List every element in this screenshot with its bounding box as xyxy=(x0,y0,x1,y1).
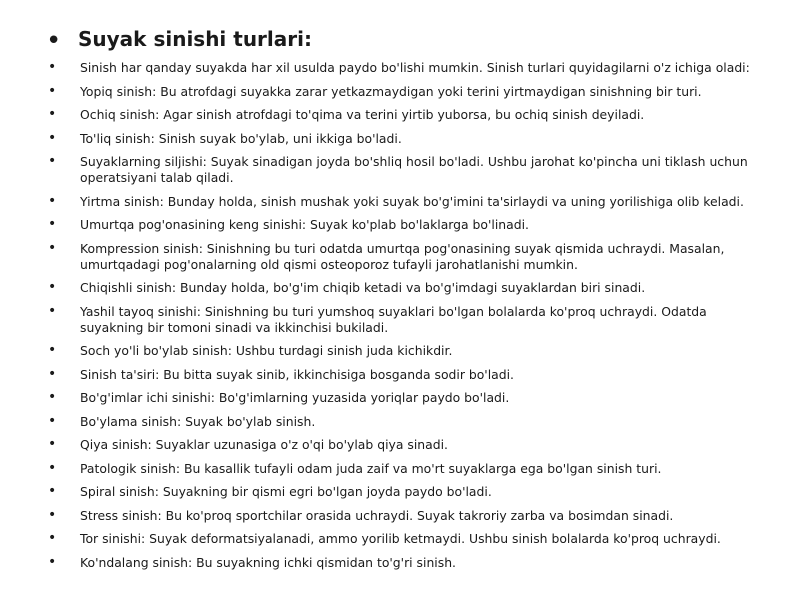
list-item xyxy=(46,131,770,147)
bullet-icon: • xyxy=(48,129,57,146)
list-item xyxy=(46,280,770,296)
list-item xyxy=(46,154,770,186)
bullet-icon: • xyxy=(48,342,57,358)
list-item xyxy=(46,217,770,233)
list-item xyxy=(46,84,770,100)
list-item-text: Yashil tayoq sinishi: Sinishning bu turi yumshoq suyaklari bo'lgan bolalarda ko'proq uchraydi. Odatda suyakning bir tomoni sinadi va ikkinchisi bukiladi. xyxy=(80,303,707,335)
list-item-text: Soch yo'li bo'ylab sinish: Ushbu turdagi sinish juda kichikdir. xyxy=(80,343,453,358)
list-item-text: Qiya sinish: Suyaklar uzunasiga o'z o'qi bo'ylab qiya sinadi. xyxy=(80,437,448,452)
bullet-icon: • xyxy=(48,302,57,319)
list-item-text: Tor sinishi: Suyak deformatsiyalanadi, ammo yorilib ketmaydi. Ushbu sinish bolalarda ko'proq uchraydi. xyxy=(80,531,721,546)
list-item xyxy=(46,390,770,406)
list-item-text: Yopiq sinish: Bu atrofdagi suyakka zarar yetkazmaydigan yoki terini yirtmaydigan sinishning bir turi. xyxy=(80,83,702,99)
bullet-list xyxy=(46,60,770,571)
list-item-text: Spiral sinish: Suyakning bir qismi egri bo'lgan joyda paydo bo'ladi. xyxy=(80,484,492,499)
bullet-icon: • xyxy=(48,192,57,209)
bullet-icon: • xyxy=(48,506,57,523)
list-item xyxy=(46,484,770,500)
list-item xyxy=(46,60,770,76)
bullet-icon: • xyxy=(48,412,57,429)
list-item-text: Suyaklarning siljishi: Suyak sinadigan joyda bo'shliq hosil bo'ladi. Ushbu jarohat ko'pincha uni tiklash uchun operatsiyani talab qiladi. xyxy=(80,154,748,185)
list-item-text: Ochiq sinish: Agar sinish atrofdagi to'qima va terini yirtib yuborsa, bu ochiq sinish deyiladi. xyxy=(80,107,645,122)
bullet-icon: • xyxy=(48,59,57,75)
list-item xyxy=(46,304,770,336)
list-item-text: Bo'ylama sinish: Suyak bo'ylab sinish. xyxy=(80,413,316,429)
list-item-text: Ko'ndalang sinish: Bu suyakning ichki qismidan to'g'ri sinish. xyxy=(80,554,456,570)
list-item xyxy=(46,107,770,123)
list-item xyxy=(46,508,770,524)
title-row xyxy=(46,26,770,54)
bullet-icon: • xyxy=(48,530,57,546)
bullet-icon: • xyxy=(48,389,57,405)
list-item xyxy=(46,461,770,477)
list-item-text: Umurtqa pog'onasining keng sinishi: Suyak ko'plab bo'laklarga bo'linadi. xyxy=(80,217,529,232)
bullet-icon: • xyxy=(48,436,57,452)
list-item-text: Sinish ta'siri: Bu bitta suyak sinib, ikkinchisiga bosganda sodir bo'ladi. xyxy=(80,366,514,382)
bullet-icon: • xyxy=(48,153,57,169)
list-item-text: To'liq sinish: Sinish suyak bo'ylab, uni ikkiga bo'ladi. xyxy=(80,130,402,146)
bullet-icon: • xyxy=(46,26,62,56)
list-item xyxy=(46,531,770,547)
bullet-icon: • xyxy=(48,365,57,382)
list-item xyxy=(46,414,770,430)
list-item-text: Stress sinish: Bu ko'proq sportchilar orasida uchraydi. Suyak takroriy zarba va bosimdan sinadi. xyxy=(80,507,674,523)
list-item xyxy=(46,367,770,383)
list-item xyxy=(46,241,770,273)
bullet-icon: • xyxy=(48,82,57,99)
bullet-icon: • xyxy=(48,216,57,232)
bullet-icon: • xyxy=(48,106,57,122)
list-item-text: Yirtma sinish: Bunday holda, sinish mushak yoki suyak bo'g'imini ta'sirlaydi va uning yorilishiga olib keladi. xyxy=(80,193,744,209)
list-item xyxy=(46,343,770,359)
bullet-icon: • xyxy=(48,239,57,256)
list-item-text: Bo'g'imlar ichi sinishi: Bo'g'imlarning yuzasida yoriqlar paydo bo'ladi. xyxy=(80,390,510,405)
list-item-text: Kompression sinish: Sinishning bu turi odatda umurtqa pog'onasining suyak qismida uchraydi. Masalan, umurtqadagi pog'onalarning old qismi osteoporoz tufayli jarohatlanishi mumkin. xyxy=(80,240,725,272)
bullet-icon: • xyxy=(48,279,57,295)
list-item xyxy=(46,437,770,453)
list-item-text: Patologik sinish: Bu kasallik tufayli odam juda zaif va mo'rt suyaklarga ega bo'lgan sinish turi. xyxy=(80,460,662,476)
list-item xyxy=(46,555,770,571)
bullet-icon: • xyxy=(48,459,57,476)
list-item-text: Sinish har qanday suyakda har xil usulda paydo bo'lishi mumkin. Sinish turlari quyidagilarni o'z ichiga oladi: xyxy=(80,60,750,75)
slide-title: Suyak sinishi turlari: xyxy=(78,27,312,51)
list-item-text: Chiqishli sinish: Bunday holda, bo'g'im chiqib ketadi va bo'g'imdagi suyaklardan biri sinadi. xyxy=(80,280,646,295)
bullet-icon: • xyxy=(48,483,57,499)
list-item xyxy=(46,194,770,210)
bullet-icon: • xyxy=(48,553,57,570)
